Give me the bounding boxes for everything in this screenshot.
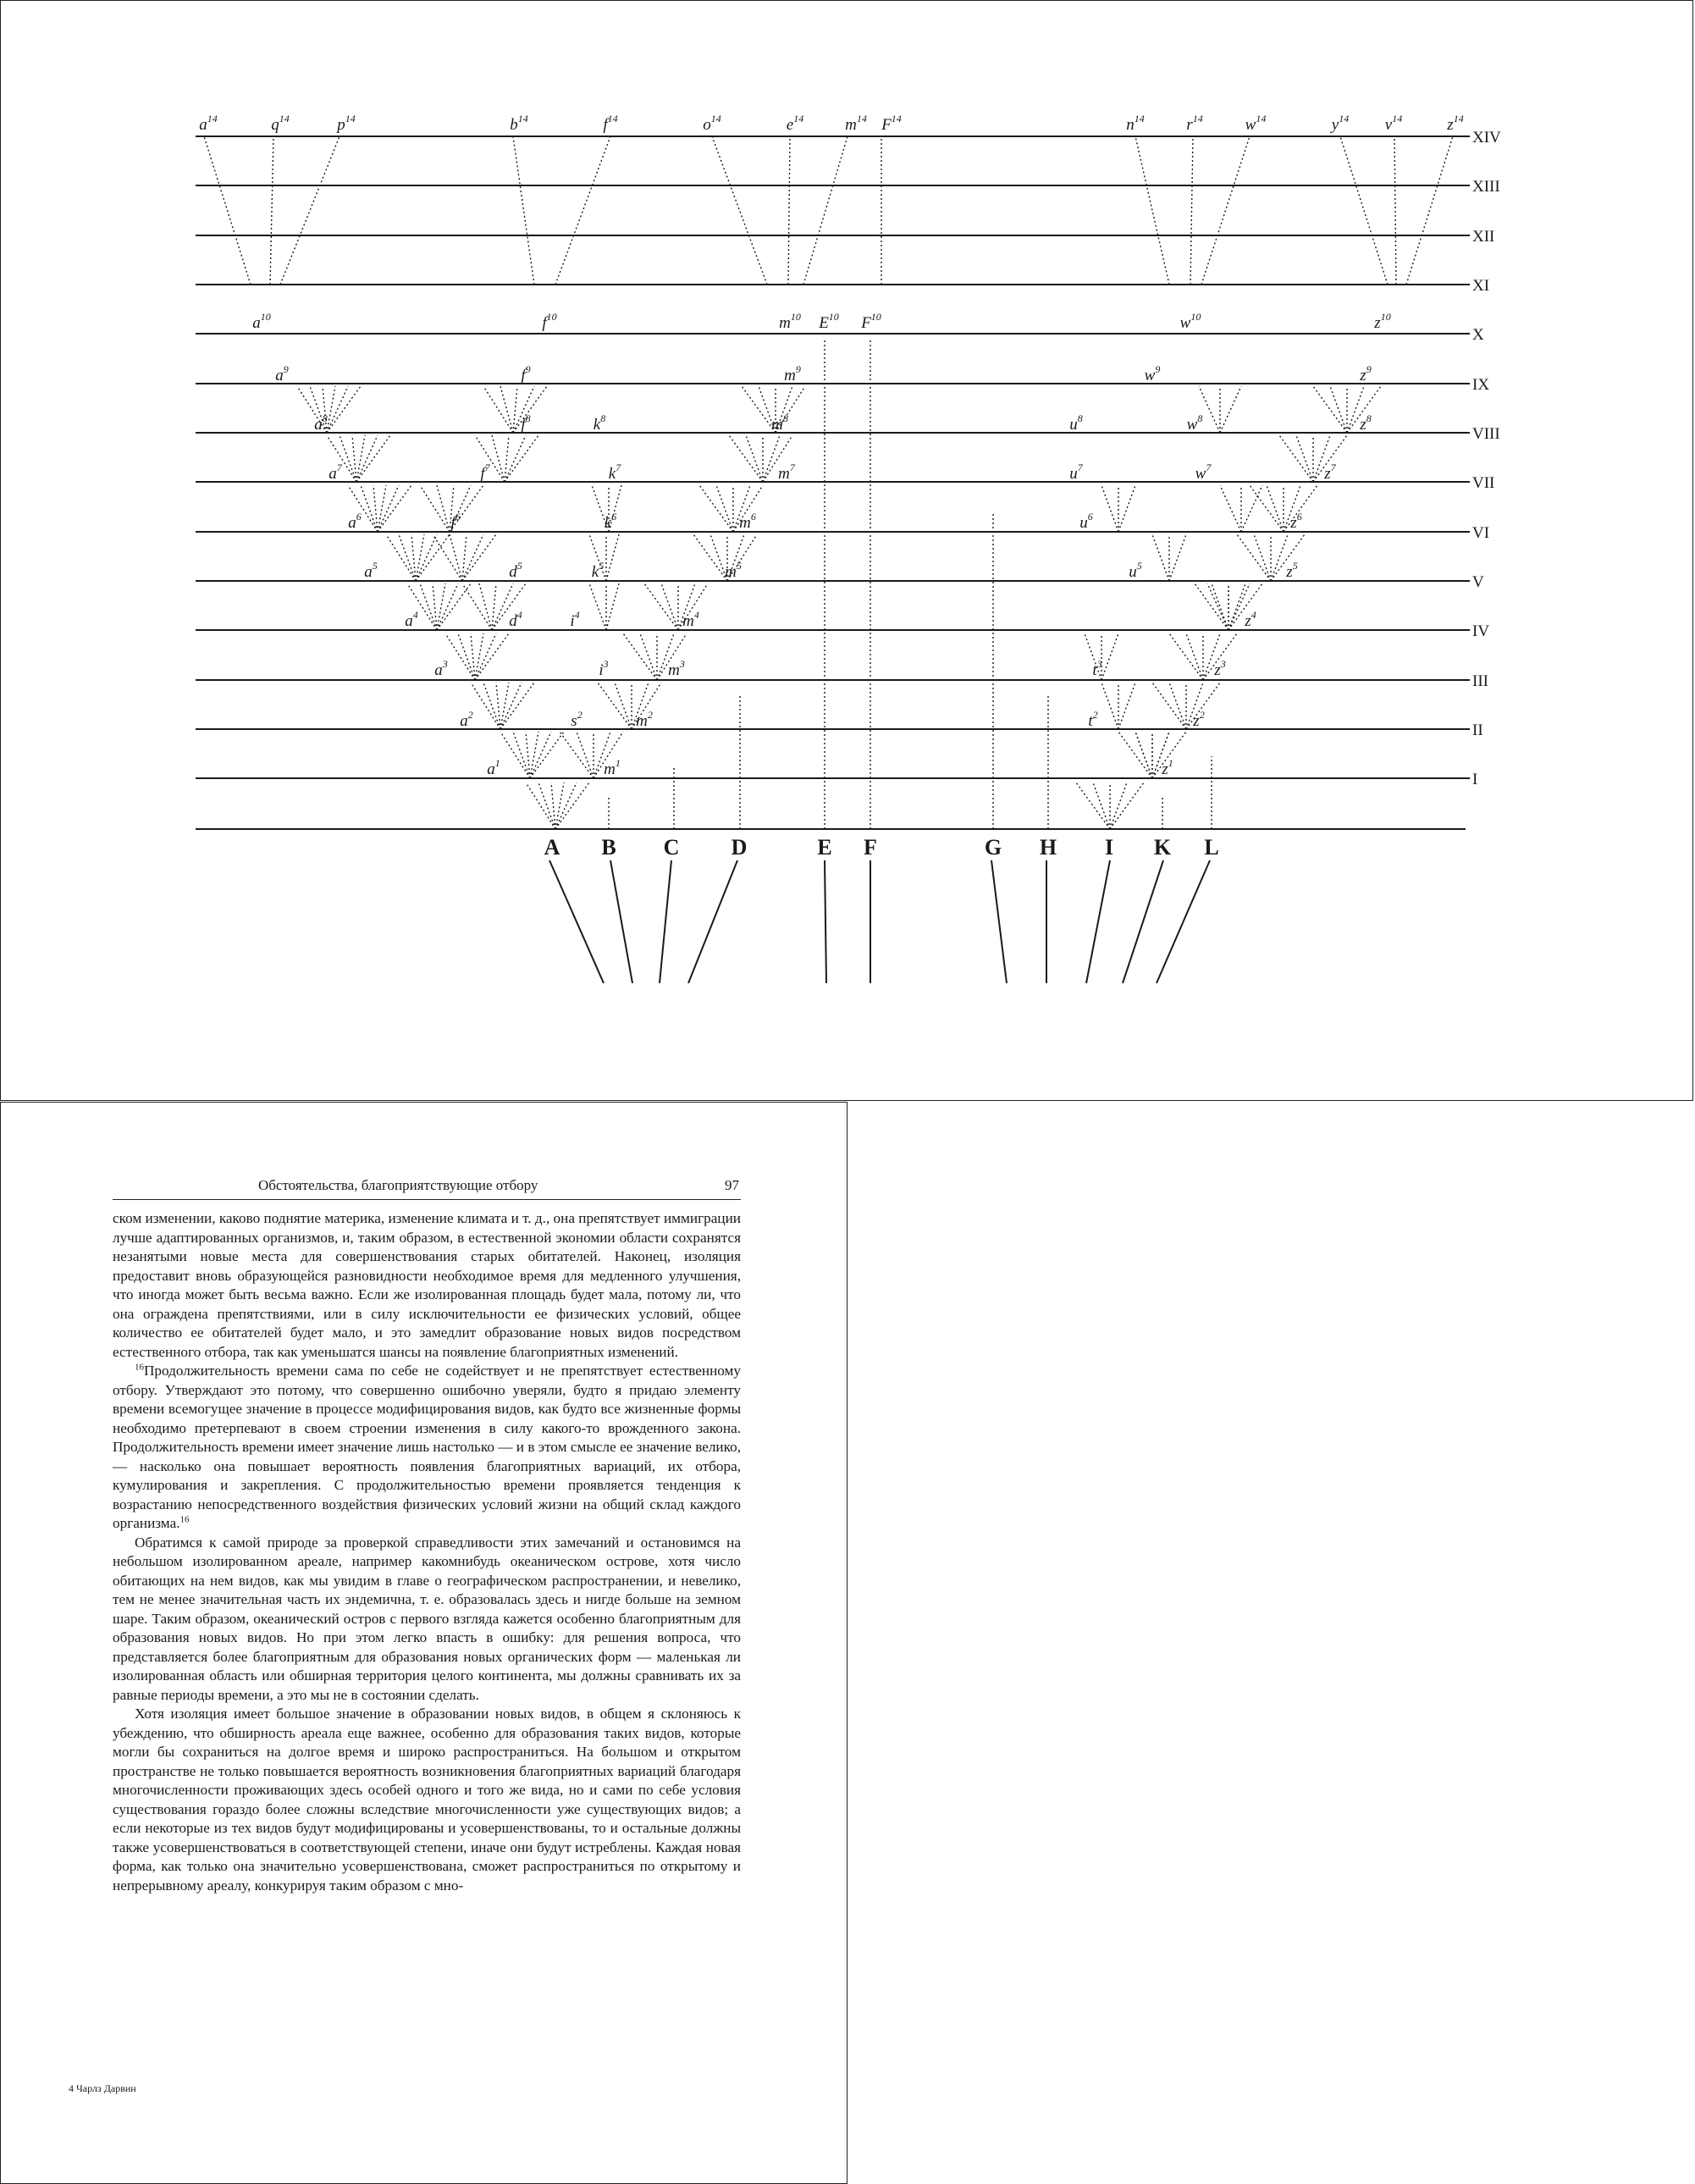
- branch-label: $u^6$: [1079, 511, 1093, 532]
- root-line: [1086, 860, 1110, 983]
- branch-label: $m^8$: [771, 412, 788, 434]
- divergence-line: [483, 386, 513, 433]
- body-text: [113, 1209, 741, 1895]
- branch-label: $d^4$: [509, 609, 522, 630]
- branch-label: $m^7$: [778, 462, 795, 483]
- branch-label: $a^3$: [434, 658, 448, 679]
- paragraph-4: Хотя изоляция имеет большое значение в образовании новых видов, в общем я склоняюсь к убеждению, что обширность ареала еще важнее, особенно для образования таких видов, которые могли бы сохраниться на долгое время и широко распространиться. На большом и открытом пространстве не только повышается вероятность возникновения благоприятных вариаций благодаря многочисленности проживающих здесь особей одного и того же вида, но и сами по себе условия существования гораздо более сложны вследствие многочисленности уже существующих видов; а если некоторые из тех видов будут модифицированы и усовершенствованы, то и остальные должны также усовершенствоваться в соответствующей степени, иначе они будут истреблены. Каждая новая форма, как только она значительно усовершенствована, сможет распространиться по открытому и непрерывному ареалу, конкурируя таким образом с мно-: [113, 1706, 741, 1894]
- species-label: G: [984, 835, 1002, 860]
- generation-x-label: $m^{10}$: [779, 311, 801, 332]
- divergence-line: [462, 534, 496, 581]
- branch-label: $w^8$: [1186, 412, 1203, 434]
- generation-label: VI: [1472, 524, 1490, 542]
- branch-label: $z^1$: [1162, 757, 1173, 778]
- divergence-line: [589, 583, 606, 630]
- species-label: H: [1039, 835, 1057, 860]
- branch-label: $z^3$: [1214, 658, 1226, 679]
- species-label: A: [544, 835, 560, 860]
- divergence-line: [297, 386, 327, 433]
- divergence-line: [560, 732, 594, 778]
- divergence-line: [513, 732, 530, 778]
- top-label: $z^{14}$: [1447, 113, 1464, 134]
- divergence-line: [555, 782, 564, 829]
- divergence-line: [1118, 732, 1152, 778]
- divergence-line: [492, 435, 505, 482]
- root-line: [549, 860, 604, 983]
- divergence-line: [555, 782, 577, 829]
- branch-label: $w^7$: [1195, 462, 1212, 483]
- divergence-line: [1271, 534, 1288, 581]
- generation-label: XIV: [1472, 129, 1501, 147]
- divergence-line: [513, 386, 517, 433]
- running-head: [113, 1174, 741, 1200]
- paragraph-3: Обратимся к самой природе за проверкой справедливости этих замечаний и остановимся на небольшом изолированном ареале, например какомнибудь океаническом острове, хотя число обитающих на нем видов, как мы увидим в главе о географическом распространении, и невелико, тем не менее значительная часть их эндемична, т. е. образовалась здесь и нигде больше на земном шаре. Таким образом, океанический остров с первого взгляда кажется особенно благоприятным для образования новых видов. Но при этом легко впасть в ошибку: для решения вопроса, что представляется более благоприятным для образования новых органических форм — маленькая ли изолированная область или обширная территория целого континента, мы должны сравнивать их за равные периоды времени, а это мы не в состоянии сделать.: [113, 1534, 741, 1703]
- divergence-line: [1279, 435, 1313, 482]
- divergence-line: [483, 683, 500, 729]
- divergence-line: [1284, 485, 1317, 532]
- generation-x-label: $z^{10}$: [1374, 311, 1391, 332]
- species-label: L: [1204, 835, 1219, 860]
- descendant-line: [555, 136, 610, 285]
- divergence-line: [763, 435, 780, 482]
- branch-label: $z^6$: [1290, 511, 1302, 532]
- divergence-line: [623, 633, 657, 680]
- branch-label: $d^5$: [509, 560, 522, 581]
- branch-label: $m^5$: [725, 560, 742, 581]
- divergence-line: [386, 534, 416, 581]
- root-line: [610, 860, 632, 983]
- divergence-line: [1330, 386, 1347, 433]
- divergence-line: [1101, 485, 1118, 532]
- divergence-line: [500, 683, 522, 729]
- divergence-line: [471, 683, 500, 729]
- branch-label: $t^3$: [1092, 658, 1102, 679]
- running-title: Обстоятельства, благоприятствующие отбору: [258, 1177, 538, 1193]
- divergence-line: [420, 485, 450, 532]
- paragraph-2-text: Продолжительность времени сама по себе не содействует и не препятствует естественному отбору. Утверждают это потому, что совершенно ошибочно уверяли, будто я придаю элементу времени всемогущее значение в процессе модифицирования видов, как будто все жизненные формы необходимо претерпевают в своем строении изменения в силу какого-то врожденного закона. Продолжительность времени имеет значение лишь настолько — и в этом смысле ее значение велико, — насколько она повышает вероятность появления благоприятных вариаций, их отбора, кумулирования и закрепления. С продолжительностью времени проявляется тенденция к возрастанию непосредственного воздействия физических условий жизни на общий склад каждого организма.: [113, 1363, 741, 1531]
- divergence-line: [1195, 583, 1228, 630]
- divergence-line: [1152, 534, 1169, 581]
- root-line: [688, 860, 737, 983]
- divergence-line: [475, 633, 496, 680]
- divergence-line: [1169, 683, 1186, 729]
- divergence-line: [1110, 782, 1127, 829]
- generation-x-label: $E^{10}$: [819, 311, 839, 332]
- divergence-line: [1118, 683, 1135, 729]
- divergence-line: [1199, 386, 1220, 433]
- divergence-line: [356, 435, 365, 482]
- top-label: $y^{14}$: [1331, 113, 1350, 134]
- branch-label: $a^6$: [348, 511, 362, 532]
- branch-label: $u^5$: [1129, 560, 1142, 581]
- divergence-line: [1169, 534, 1186, 581]
- divergence-line: [1220, 386, 1241, 433]
- divergence-line: [577, 732, 594, 778]
- divergence-line: [500, 683, 509, 729]
- divergence-line: [378, 485, 411, 532]
- divergence-line: [729, 435, 763, 482]
- divergence-line: [1076, 782, 1110, 829]
- divergence-line: [530, 732, 551, 778]
- divergence-line: [598, 683, 632, 729]
- generation-label: XI: [1472, 277, 1490, 295]
- species-label: I: [1104, 835, 1114, 860]
- divergence-line: [1313, 386, 1347, 433]
- branch-label: $k^6$: [604, 511, 617, 532]
- book-page: [0, 1102, 848, 2184]
- divergence-line: [475, 633, 509, 680]
- branch-label: $a^5$: [364, 560, 378, 581]
- generation-x-label: $f^{10}$: [542, 311, 557, 332]
- divergence-line: [1110, 782, 1144, 829]
- divergence-line: [1237, 534, 1271, 581]
- divergence-line: [378, 485, 386, 532]
- divergence-line: [716, 485, 733, 532]
- branch-label: $z^2$: [1193, 709, 1205, 730]
- generation-label: II: [1472, 722, 1483, 739]
- divergence-line: [361, 485, 378, 532]
- descendant-line: [513, 136, 534, 285]
- top-label: $r^{14}$: [1186, 113, 1203, 134]
- branch-label: $f^9$: [521, 363, 531, 384]
- descendant-line: [280, 136, 340, 285]
- descendant-line: [204, 136, 251, 285]
- divergence-line: [416, 534, 450, 581]
- branch-label: $a^9$: [275, 363, 289, 384]
- divergence-line: [538, 782, 555, 829]
- branch-label: $a^8$: [314, 412, 328, 434]
- species-label: B: [601, 835, 616, 860]
- divergence-line: [411, 534, 416, 581]
- generation-label: VII: [1472, 474, 1495, 492]
- branch-label: $a^7$: [329, 462, 342, 483]
- divergence-line: [1101, 633, 1118, 680]
- branch-label: $z^7$: [1324, 462, 1336, 483]
- footnote-ref: 16: [179, 1514, 190, 1525]
- generation-label: V: [1472, 573, 1484, 591]
- divergence-line: [437, 583, 458, 630]
- divergence-line: [1093, 782, 1110, 829]
- divergence-line: [373, 485, 378, 532]
- divergence-line: [471, 633, 475, 680]
- branch-label: $f^6$: [450, 511, 461, 532]
- branch-label: $z^5$: [1286, 560, 1298, 581]
- divergence-line: [475, 435, 505, 482]
- branch-label: $f^7$: [480, 462, 490, 483]
- divergence-line: [323, 386, 327, 433]
- divergence-line: [1135, 732, 1152, 778]
- species-label: F: [864, 835, 877, 860]
- descendant-line: [712, 136, 767, 285]
- descendant-line: [803, 136, 848, 285]
- root-line: [825, 860, 826, 983]
- divergence-line: [505, 435, 509, 482]
- divergence-line: [699, 485, 733, 532]
- divergence-line: [693, 534, 727, 581]
- descendant-line: [1201, 136, 1250, 285]
- divergence-line: [340, 435, 356, 482]
- generation-label: III: [1472, 672, 1488, 690]
- divergence-line: [1241, 485, 1262, 532]
- branch-label: $i^3$: [599, 658, 609, 679]
- root-line: [1157, 860, 1210, 983]
- branch-label: $u^8$: [1069, 412, 1083, 434]
- divergence-line: [437, 485, 450, 532]
- divergence-line: [1267, 485, 1284, 532]
- divergence-line: [1152, 732, 1186, 778]
- branch-label: $k^7$: [608, 462, 621, 483]
- divergence-line: [399, 534, 416, 581]
- divergence-line: [479, 583, 492, 630]
- divergence-line: [526, 732, 530, 778]
- top-label: $F^{14}$: [881, 113, 902, 134]
- divergence-line: [1207, 583, 1228, 630]
- divergence-line: [1254, 534, 1271, 581]
- branch-label: $a^4$: [405, 609, 418, 630]
- divergence-line: [475, 633, 483, 680]
- divergence-line: [555, 782, 589, 829]
- top-label: $p^{14}$: [337, 113, 356, 134]
- descendant-line: [1340, 136, 1388, 285]
- divergence-line: [551, 782, 555, 829]
- branch-label: $z^8$: [1360, 412, 1372, 434]
- divergence-line: [462, 583, 492, 630]
- divergence-line: [1101, 683, 1118, 729]
- divergence-line: [505, 435, 538, 482]
- generation-label: IV: [1472, 622, 1490, 640]
- top-label: $v^{14}$: [1384, 113, 1403, 134]
- paragraph-2: [113, 1362, 741, 1534]
- branch-label: $u^7$: [1069, 462, 1083, 483]
- top-label: $o^{14}$: [703, 113, 721, 134]
- branch-label: $m^1$: [604, 757, 621, 778]
- species-label: E: [817, 835, 832, 860]
- divergence-line: [416, 534, 437, 581]
- divergence-line: [1296, 435, 1313, 482]
- generation-label: XII: [1472, 228, 1495, 246]
- divergence-line: [1220, 485, 1241, 532]
- divergence-line: [437, 583, 445, 630]
- branch-label: $z^9$: [1360, 363, 1372, 384]
- divergence-line: [746, 435, 763, 482]
- descendant-line: [1406, 136, 1453, 285]
- branch-label: $z^4$: [1245, 609, 1256, 630]
- generation-label: IX: [1472, 376, 1490, 394]
- divergence-line: [500, 386, 513, 433]
- divergence-line: [530, 732, 538, 778]
- top-label: $a^{14}$: [199, 113, 218, 134]
- divergence-line: [1186, 683, 1220, 729]
- branch-label: $m^4$: [682, 609, 699, 630]
- generation-label: I: [1472, 771, 1478, 788]
- branch-label: $w^9$: [1144, 363, 1161, 384]
- descendant-line: [270, 136, 273, 285]
- divergence-line: [1228, 583, 1245, 630]
- top-label: $n^{14}$: [1126, 113, 1145, 134]
- divergence-line: [615, 683, 632, 729]
- divergence-line: [530, 732, 564, 778]
- branch-label: $t^2$: [1088, 709, 1098, 730]
- divergence-line: [661, 583, 678, 630]
- species-label: K: [1153, 835, 1172, 860]
- branch-label: $a^2$: [460, 709, 473, 730]
- divergence-line: [1212, 583, 1228, 630]
- branch-label: $a^1$: [487, 757, 500, 778]
- divergence-line: [458, 633, 475, 680]
- divergence-line: [437, 583, 471, 630]
- divergence-line: [606, 583, 619, 630]
- descendant-line: [1190, 136, 1193, 285]
- divergence-line: [1169, 633, 1203, 680]
- page-number: 97: [725, 1177, 739, 1193]
- top-label: $e^{14}$: [786, 113, 804, 134]
- top-label: $w^{14}$: [1245, 113, 1267, 134]
- divergence-line: [450, 534, 462, 581]
- root-line: [660, 860, 671, 983]
- divergence-line: [1118, 485, 1135, 532]
- divergence-line: [496, 683, 500, 729]
- divergence-line: [356, 435, 390, 482]
- divergence-line: [742, 386, 776, 433]
- divergence-line: [640, 633, 657, 680]
- descendant-line: [1394, 136, 1396, 285]
- divergence-line: [526, 782, 555, 829]
- paragraph-1: ском изменении, каково поднятие материка, изменение климата и т. д., она препятствует иммиграции лучше адаптированных организмов, и, таким образом, в естественной экономии области сохранятся незанятыми новые места для совершенствования старых обитателей. Наконец, изоляция предоставит вновь образующейся разновидности необходимое время для медленного улучшения, что иногда может быть весьма важно. Если же изолированная площадь будет мала, потому ли, что она ограждена препятствиями, или в силу исключительности ее физических условий, общее количество ее обитателей будет мало, и это замедлит образование новых видов посредством естественного отбора, так как уменьшатся шансы на появление благоприятных изменений.: [113, 1210, 741, 1360]
- divergence-line: [327, 386, 335, 433]
- divergence-diagram: [1, 1, 1694, 1102]
- branch-label: $f^8$: [521, 412, 531, 434]
- footnote-marker: 16: [135, 1362, 144, 1373]
- generation-label: XIII: [1472, 178, 1500, 196]
- divergence-line: [433, 534, 462, 581]
- divergence-line: [1152, 683, 1186, 729]
- divergence-line: [420, 583, 437, 630]
- divergence-line: [433, 583, 437, 630]
- divergence-line: [327, 386, 361, 433]
- generation-x-label: $w^{10}$: [1179, 311, 1201, 332]
- divergence-line: [606, 534, 619, 581]
- divergence-line: [416, 534, 424, 581]
- generation-x-label: $F^{10}$: [861, 311, 881, 332]
- generation-x-label: $a^{10}$: [252, 311, 271, 332]
- branch-label: $k^8$: [593, 412, 606, 434]
- species-label: D: [731, 835, 748, 860]
- top-label: $f^{14}$: [603, 113, 618, 134]
- root-line: [991, 860, 1007, 983]
- descendant-line: [1135, 136, 1169, 285]
- generation-label: VIII: [1472, 425, 1500, 443]
- generation-label: X: [1472, 326, 1484, 344]
- branch-label: $m^3$: [668, 658, 685, 679]
- divergence-line: [352, 435, 356, 482]
- branch-label: $m^2$: [636, 709, 653, 730]
- divergence-line: [327, 386, 348, 433]
- divergence-line: [492, 583, 496, 630]
- divergence-line: [356, 435, 378, 482]
- top-label: $q^{14}$: [271, 113, 290, 134]
- divergence-line: [1186, 633, 1203, 680]
- divergence-line: [644, 583, 678, 630]
- branch-label: $s^2$: [571, 709, 582, 730]
- root-line: [1123, 860, 1163, 983]
- top-label: $m^{14}$: [845, 113, 867, 134]
- signature-mark: 4 Чарлз Дарвин: [69, 2082, 136, 2094]
- branch-label: $i^4$: [570, 609, 580, 630]
- top-label: $b^{14}$: [510, 113, 528, 134]
- divergence-line: [500, 732, 530, 778]
- divergence-line: [445, 633, 475, 680]
- divergence-line: [1135, 732, 1152, 778]
- branch-label: $m^9$: [784, 363, 801, 384]
- divergence-line: [378, 485, 399, 532]
- branch-label: $k^5$: [591, 560, 605, 581]
- branch-label: $m^6$: [739, 511, 756, 532]
- divergence-line: [462, 534, 467, 581]
- divergence-line: [513, 386, 547, 433]
- species-label: C: [663, 835, 680, 860]
- divergence-line: [1250, 485, 1284, 532]
- divergence-line: [500, 683, 534, 729]
- descendant-line: [788, 136, 790, 285]
